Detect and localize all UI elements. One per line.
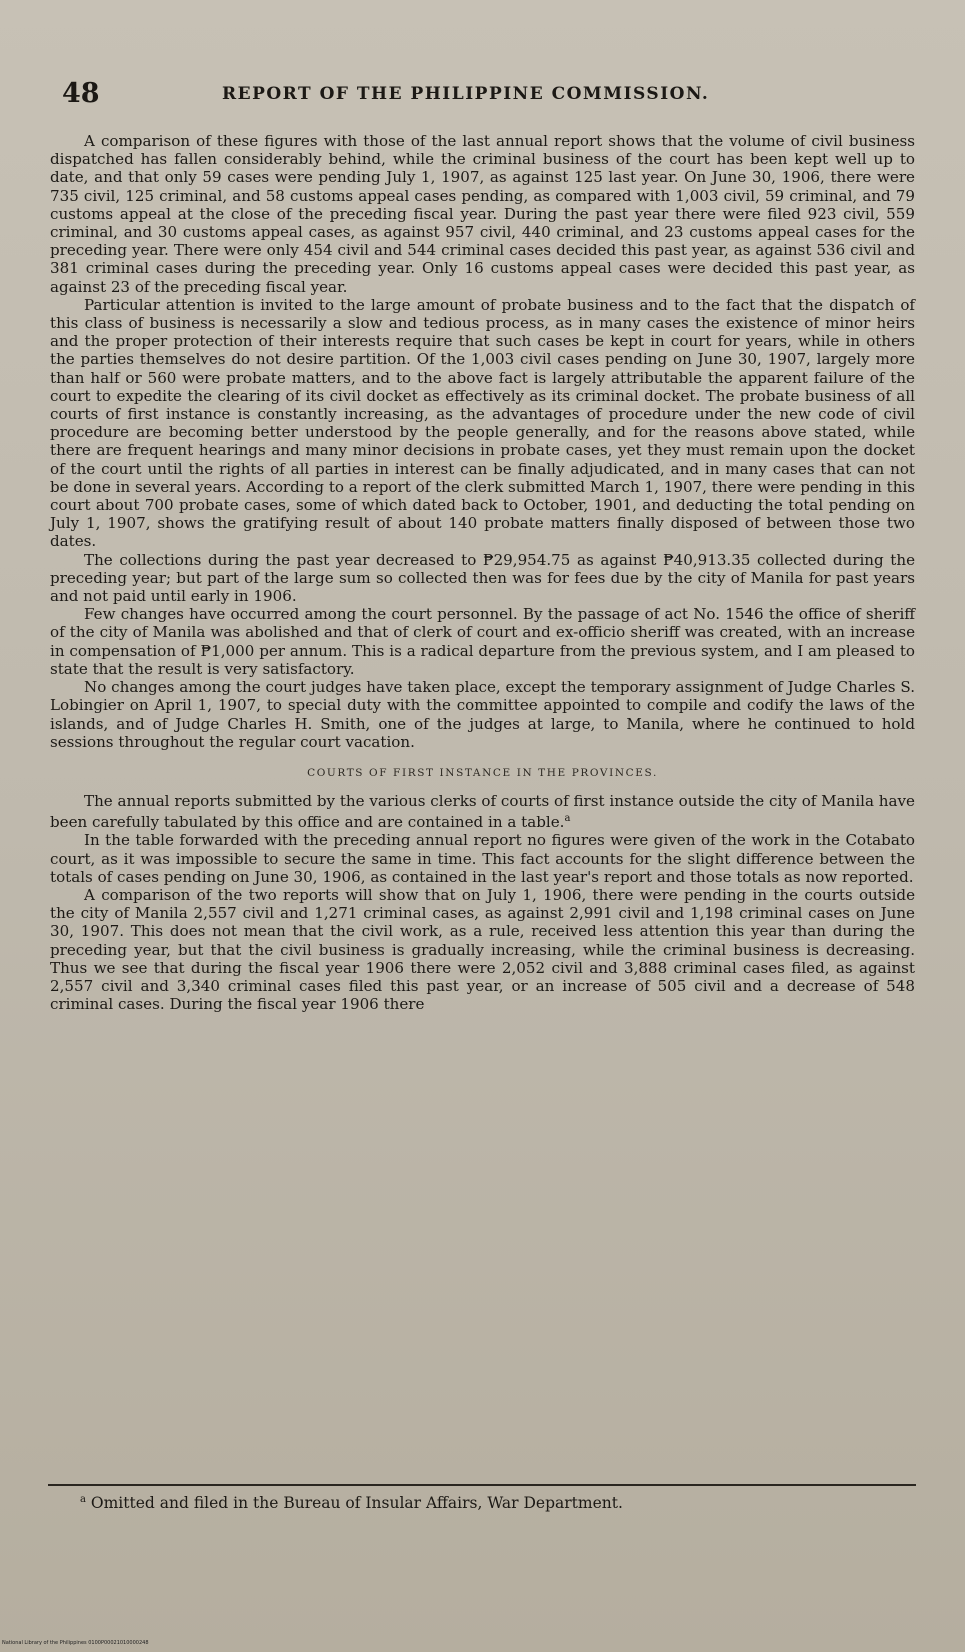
paragraph: The collections during the past year decreased to ₱29,954.75 as against ₱40,913.35 collected during the preceding year; but part of the large sum so collected then was for fees due by the city of Manila for past years and not paid until early in 1906. [50,550,915,606]
footnote-marker: a [80,1494,86,1505]
paragraph-text: The annual reports submitted by the various clerks of courts of first instance outside the city of Manila have been carefully tabulated by this office and are contained in a table. [50,791,915,832]
paragraph: In the table forwarded with the preceding annual report no figures were given of the work in the Cotabato court, as it was impossible to secure the same in time. This fact accounts for the slight difference between the totals of cases pending on June 30, 1906, as contained in the last year's report and those totals as now reported. [50,831,915,886]
body-text [50,132,915,1013]
paragraph: No changes among the court judges have taken place, except the temporary assignment of Judge Charles S. Lobingier on April 1, 1907, to special duty with the committee appointed to compile and codify the laws of the islands, and of Judge Charles H. Smith, one of the judges at large, to Manila, where he continued to hold sessions throughout the regular court vacation. [50,678,915,751]
page-header [62,78,922,118]
scan-imprint: National Library of the Philippines 0100P00021010000248 [2,1640,149,1646]
running-head: REPORT OF THE PHILIPPINE COMMISSION. [222,84,710,104]
paragraph: A comparison of the two reports will show that on July 1, 1906, there were pending in the courts outside the city of Manila 2,557 civil and 1,271 criminal cases, as against 2,991 civil and 1,198 criminal cases on June 30, 1907. This does not mean that the civil work, as a rule, received less attention this year than during the preceding year, but that the civil business is gradually increasing, while the criminal business is decreasing. Thus we see that during the fiscal year 1906 there were 2,052 civil and 3,888 criminal cases filed, as against 2,557 civil and 3,340 criminal cases filed this past year, or an increase of 505 civil and a decrease of 548 criminal cases. During the fiscal year 1906 there [50,885,915,1014]
paragraph [50,792,915,831]
footnote-text: Omitted and filed in the Bureau of Insular Affairs, War Department. [90,1494,623,1513]
paragraph: Few changes have occurred among the court personnel. By the passage of act No. 1546 the office of sheriff of the city of Manila was abolished and that of clerk of court and ex-officio sheriff was created, with an increase in compensation of ₱1,000 per annum. This is a radical departure from the previous system, and I am pleased to state that the result is very satisfactory. [50,605,915,678]
footnote-divider [48,1484,916,1486]
footnote [80,1494,910,1512]
section-heading: COURTS OF FIRST INSTANCE IN THE PROVINCES. [307,766,658,779]
footnote-reference: a [564,813,571,825]
page-number: 48 [62,78,100,109]
paragraph: A comparison of these figures with those of the last annual report shows that the volume of civil business dispatched has fallen considerably behind, while the criminal business of the court has been kept well up to date, and that only 59 cases were pending July 1, 1907, as against 125 last year. On June 30, 1906, there were 735 civil, 125 criminal, and 58 customs appeal cases pending, as compared with 1,003 civil, 59 criminal, and 79 customs appeal at the close of the preceding fiscal year. During the past year there were filed 923 civil, 559 criminal, and 30 customs appeal cases, as against 957 civil, 440 criminal, and 23 customs appeal cases for the preceding year. There were only 454 civil and 544 criminal cases decided this past year, as against 536 civil and 381 criminal cases during the preceding year. Only 16 customs appeal cases were decided this past year, as against 23 of the preceding fiscal year. [50,132,915,296]
paragraph: Particular attention is invited to the large amount of probate business and to the fact that the dispatch of this class of business is necessarily a slow and tedious process, as in many cases the existence of minor heirs and the proper protection of their interests require that such cases be kept in court for years, while in others the parties themselves do not desire partition. Of the 1,003 civil cases pending on June 30, 1907, largely more than half or 560 were probate matters, and to the above fact is largely attributable the apparent failure of the court to expedite the clearing of its civil docket as effectively as its criminal docket. The probate business of all courts of first instance is constantly increasing, as the advantages of procedure under the new code of civil procedure are becoming better understood by the people generally, and for the reasons above stated, while there are frequent hearings and many minor decisions in probate cases, yet they must remain upon the docket of the court until the rights of all parties in interest can be finally adjudicated, and in many cases that can not be done in several years. According to a report of the clerk submitted March 1, 1907, there were pending in this court about 700 probate cases, some of which dated back to October, 1901, and deducting the total pending on July 1, 1907, shows the gratifying result of about 140 probate matters finally disposed of between those two dates. [50,295,915,551]
